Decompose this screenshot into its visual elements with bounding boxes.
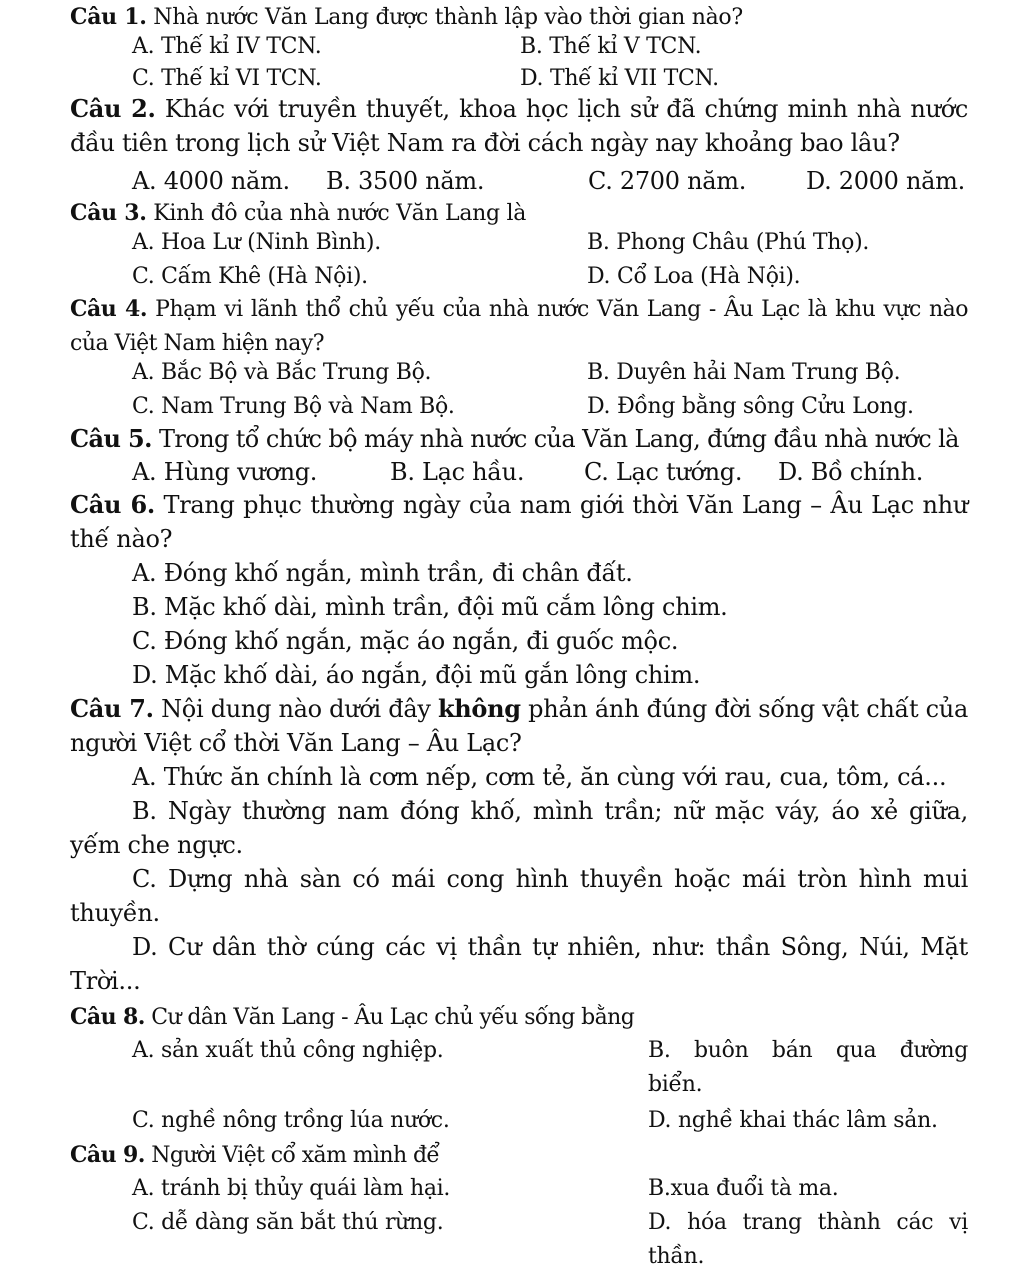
option-b: B. 3500 năm. xyxy=(326,167,485,195)
question-text: Kinh đô của nhà nước Văn Lang là xyxy=(153,201,527,226)
option-c: C. Cấm Khê (Hà Nội). xyxy=(132,264,368,289)
option-d: D. Đồng bằng sông Cửu Long. xyxy=(587,394,914,419)
option-d: D. Cổ Loa (Hà Nội). xyxy=(587,264,801,289)
option-b: B. buôn bán qua đường biển. xyxy=(648,1038,968,1097)
option-c: C. nghề nông trồng lúa nước. xyxy=(132,1108,450,1133)
question-label: Câu 1. xyxy=(70,4,147,30)
option-c: C. Đóng khố ngắn, mặc áo ngắn, đi guốc mộc. xyxy=(132,627,679,655)
option-c: C. Dựng nhà sàn có mái cong hình thuyền hoặc mái tròn hình mui thuyền. xyxy=(70,865,968,927)
question-6 xyxy=(70,488,968,556)
option-a: A. sản xuất thủ công nghiệp. xyxy=(132,1038,444,1063)
question-text: Nhà nước Văn Lang được thành lập vào thời gian nào? xyxy=(153,5,743,30)
option-a: A. Thức ăn chính là cơm nếp, cơm tẻ, ăn cùng với rau, cua, tôm, cá... xyxy=(132,763,947,791)
option-a: A. Đóng khố ngắn, mình trần, đi chân đất. xyxy=(132,559,633,587)
option-d: D. Thế kỉ VII TCN. xyxy=(520,66,719,91)
question-7 xyxy=(70,692,968,760)
question-text-emphasis: không xyxy=(437,694,521,723)
question-9 xyxy=(70,1138,968,1173)
option-c: C. Lạc tướng. xyxy=(584,458,743,486)
question-5 xyxy=(70,422,968,456)
option-d: D. Mặc khố dài, áo ngắn, đội mũ gắn lông chim. xyxy=(132,661,701,689)
option-c: C. Thế kỉ VI TCN. xyxy=(132,66,322,91)
option-a: A. Hùng vương. xyxy=(132,458,318,486)
option-a: A. 4000 năm. xyxy=(132,167,290,195)
question-label: Câu 5. xyxy=(70,424,152,453)
option-d: D. hóa trang thành các vị thần. xyxy=(648,1210,968,1269)
question-text-before: Nội dung nào dưới đây xyxy=(161,695,431,723)
question-text-after: phản ánh đúng đời sống vật chất của người Việt cổ thời Văn Lang – Âu Lạc? xyxy=(70,695,968,757)
option-d: D. Cư dân thờ cúng các vị thần tự nhiên, như: thần Sông, Núi, Mặt Trời... xyxy=(70,933,968,995)
question-text: Trong tổ chức bộ máy nhà nước của Văn Lang, đứng đầu nhà nước là xyxy=(158,425,959,453)
question-text: Cư dân Văn Lang - Âu Lạc chủ yếu sống bằng xyxy=(151,1005,635,1030)
option-b: B. Thế kỉ V TCN. xyxy=(520,34,702,59)
option-b: B. Lạc hầu. xyxy=(390,458,525,486)
question-8 xyxy=(70,1000,968,1035)
question-text: Phạm vi lãnh thổ chủ yếu của nhà nước Văn Lang - Âu Lạc là khu vực nào của Việt Nam hiện nay? xyxy=(70,297,968,356)
option-b: B. Mặc khố dài, mình trần, đội mũ cắm lông chim. xyxy=(132,593,728,621)
option-c: C. 2700 năm. xyxy=(588,167,747,195)
question-label: Câu 6. xyxy=(70,490,155,519)
option-a: A. Thế kỉ IV TCN. xyxy=(132,34,322,59)
question-label: Câu 7. xyxy=(70,694,154,723)
question-text: Khác với truyền thuyết, khoa học lịch sử đã chứng minh nhà nước đầu tiên trong lịch sử Việt Nam ra đời cách ngày nay khoảng bao lâu? xyxy=(70,95,968,157)
question-text: Trang phục thường ngày của nam giới thời Văn Lang – Âu Lạc như thế nào? xyxy=(70,491,968,553)
option-c: C. dễ dàng săn bắt thú rừng. xyxy=(132,1210,444,1235)
option-a: A. tránh bị thủy quái làm hại. xyxy=(132,1176,451,1201)
question-4 xyxy=(70,292,968,361)
question-2 xyxy=(70,92,968,160)
question-label: Câu 2. xyxy=(70,94,156,123)
option-d: D. Bồ chính. xyxy=(778,458,924,486)
option-d: D. nghề khai thác lâm sản. xyxy=(648,1108,938,1133)
question-label: Câu 9. xyxy=(70,1142,145,1168)
option-b: B. Ngày thường nam đóng khố, mình trần; nữ mặc váy, áo xẻ giữa, yếm che ngực. xyxy=(70,797,968,859)
option-a: A. Hoa Lư (Ninh Bình). xyxy=(132,230,381,255)
option-b: B. Duyên hải Nam Trung Bộ. xyxy=(587,360,901,385)
option-c: C. Nam Trung Bộ và Nam Bộ. xyxy=(132,394,455,419)
question-label: Câu 3. xyxy=(70,200,147,226)
option-d: D. 2000 năm. xyxy=(806,167,965,195)
option-b: B. Phong Châu (Phú Thọ). xyxy=(587,230,870,255)
option-b: B.xua đuổi tà ma. xyxy=(648,1176,839,1201)
option-a: A. Bắc Bộ và Bắc Trung Bộ. xyxy=(132,360,432,385)
options-6 xyxy=(132,556,968,692)
question-text: Người Việt cổ xăm mình để xyxy=(151,1143,440,1168)
question-label: Câu 8. xyxy=(70,1004,145,1030)
question-label: Câu 4. xyxy=(70,296,148,322)
